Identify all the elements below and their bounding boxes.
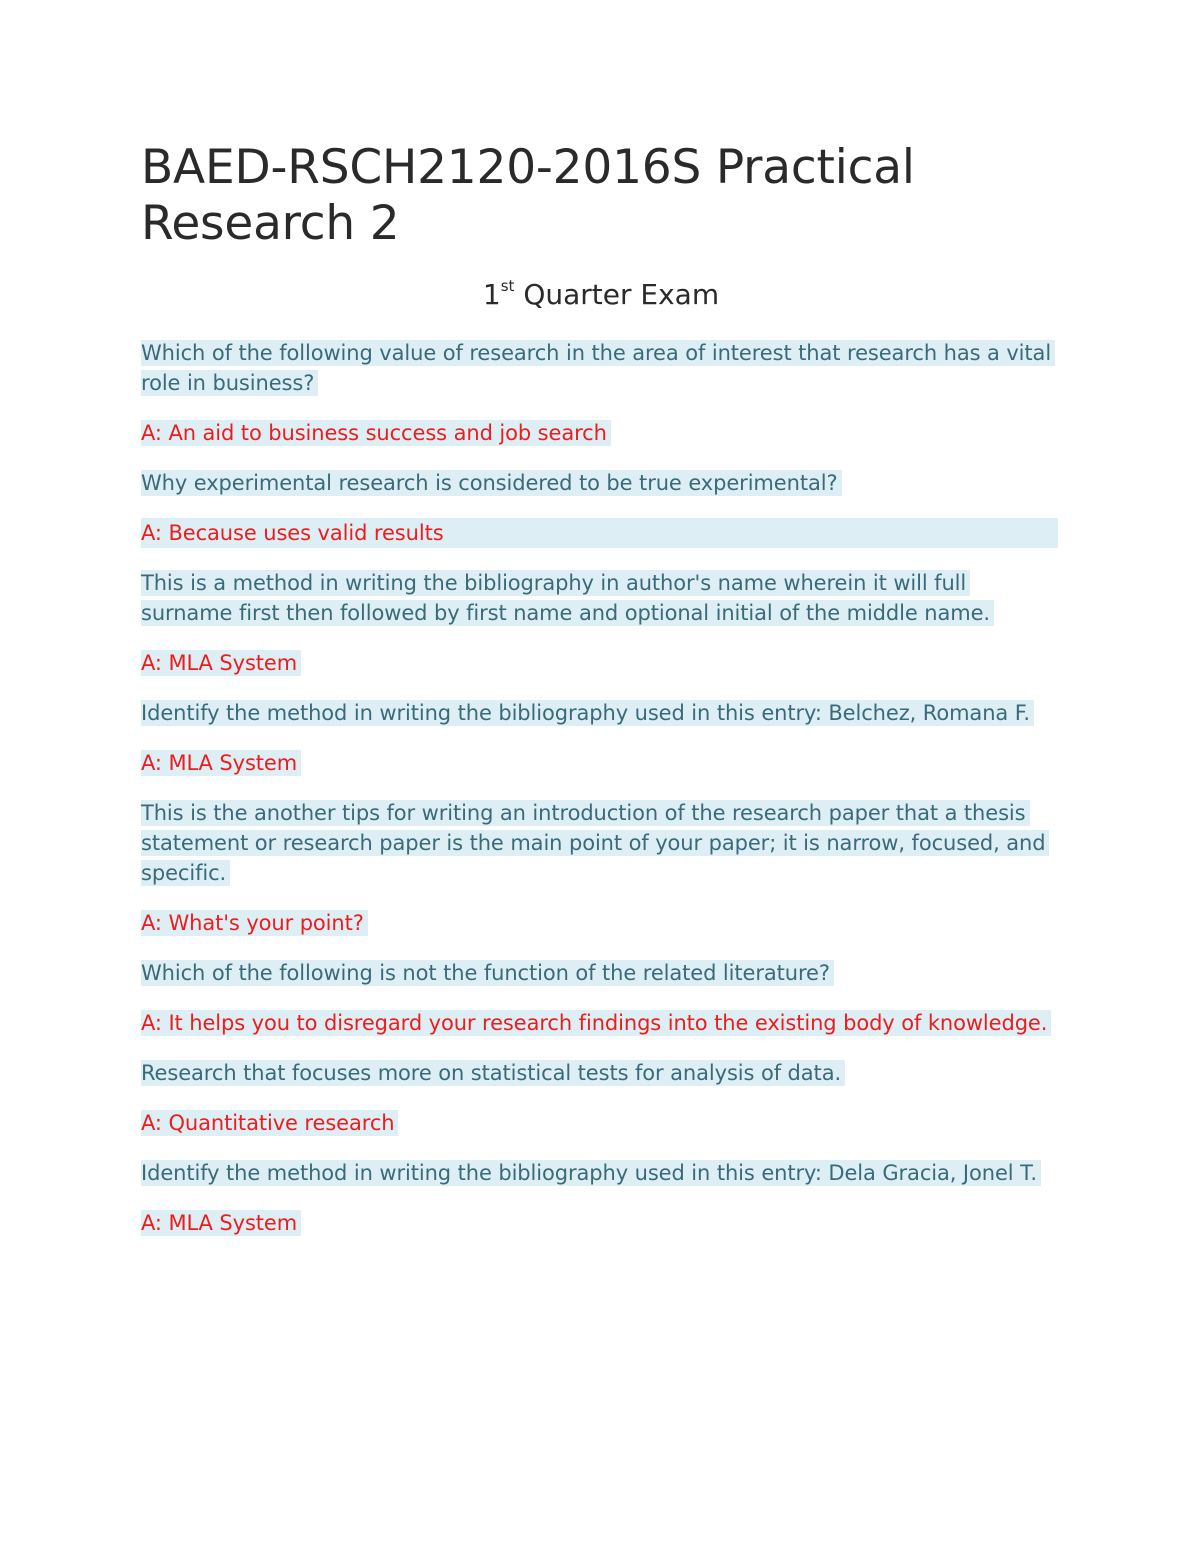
answer-5 <box>141 908 1061 938</box>
answer-text: A: What's your point? <box>141 910 368 936</box>
question-6 <box>141 958 1061 988</box>
answer-7 <box>141 1108 1061 1138</box>
document-subtitle <box>141 278 1061 312</box>
question-text: Which of the following value of research in the area of interest that research has a vital role in business? <box>141 340 1055 396</box>
question-8 <box>141 1158 1061 1188</box>
answer-3 <box>141 648 1061 678</box>
document-title: BAED-RSCH2120-2016S Practical Research 2 <box>141 140 915 251</box>
question-text: This is a method in writing the bibliography in author's name wherein it will full surname first then followed by first name and optional initial of the middle name. <box>141 570 994 626</box>
question-text: Research that focuses more on statistical tests for analysis of data. <box>141 1060 845 1086</box>
question-answer-list <box>141 338 1061 1238</box>
question-1 <box>141 338 1061 398</box>
question-text: Identify the method in writing the bibliography used in this entry: Dela Gracia, Jonel T. <box>141 1160 1041 1186</box>
question-text: This is the another tips for writing an introduction of the research paper that a thesis statement or research paper is the main point of your paper; it is narrow, focused, and specific. <box>141 800 1049 886</box>
question-3 <box>141 568 1061 628</box>
answer-8 <box>141 1208 1061 1238</box>
answer-text: A: An aid to business success and job search <box>141 420 611 446</box>
question-text: Identify the method in writing the bibliography used in this entry: Belchez, Romana F. <box>141 700 1034 726</box>
answer-text: A: Because uses valid results <box>141 518 1058 548</box>
subtitle-text: Quarter Exam <box>514 278 720 311</box>
question-5 <box>141 798 1061 888</box>
answer-text: A: MLA System <box>141 1210 301 1236</box>
answer-6 <box>141 1008 1061 1038</box>
answer-text: A: It helps you to disregard your research findings into the existing body of knowledge. <box>141 1010 1051 1036</box>
answer-1 <box>141 418 1061 448</box>
document-page <box>141 140 1061 1258</box>
subtitle-superscript: st <box>500 277 515 295</box>
answer-text: A: MLA System <box>141 750 301 776</box>
answer-text: A: MLA System <box>141 650 301 676</box>
question-text: Which of the following is not the function of the related literature? <box>141 960 834 986</box>
subtitle-number: 1 <box>482 278 501 311</box>
question-text: Why experimental research is considered to be true experimental? <box>141 470 842 496</box>
question-7 <box>141 1058 1061 1088</box>
answer-4 <box>141 748 1061 778</box>
answer-2 <box>141 518 1061 548</box>
answer-text: A: Quantitative research <box>141 1110 398 1136</box>
question-4 <box>141 698 1061 728</box>
question-2 <box>141 468 1061 498</box>
